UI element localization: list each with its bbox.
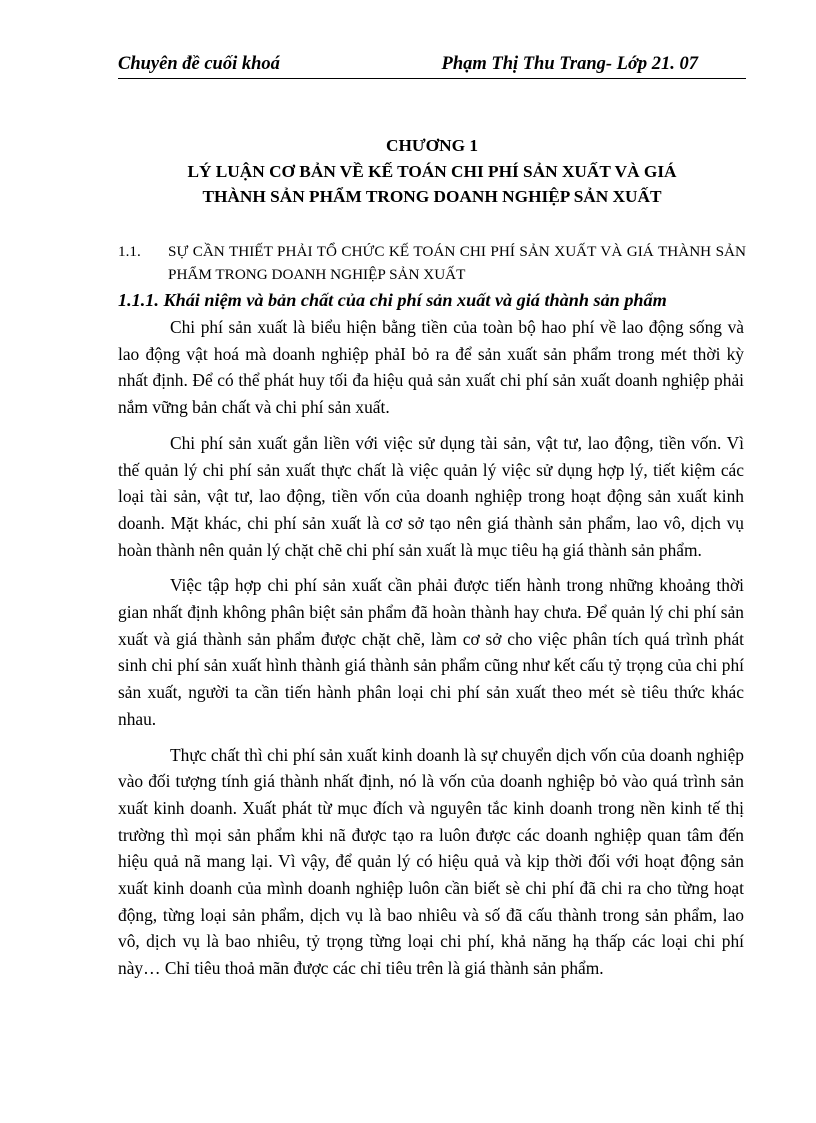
subsection-heading: 1.1.1. Khái niệm và bản chất của chi phí sản xuất và giá thành sản phẩm [118,290,667,310]
section-number: 1.1. [118,243,141,260]
paragraph: Việc tập hợp chi phí sản xuất cần phải được tiến hành trong những khoảng thời gian nhất định không phân biệt sản phẩm đã hoàn thành hay chưa. Để quản lý chi phí sản xuất và giá thành sản phẩm được chặt chẽ, làm cơ sở cho việc phân tích quá trình phát sinh chi phí sản xuất hình thành giá thành sản phẩm cũng như kết cấu tỷ trọng của chi phí sản xuất, người ta cần tiến hành phân loại chi phí sản xuất theo mét sè tiêu thức khác nhau. [118,575,744,729]
chapter-heading [118,133,746,210]
chapter-title-line-2: THÀNH SẢN PHẨM TRONG DOANH NGHIỆP SẢN XUẤT [202,187,662,206]
chapter-title-line-1: LÝ LUẬN CƠ BẢN VỀ KẾ TOÁN CHI PHÍ SẢN XUẤT VÀ GIÁ [187,161,677,181]
body-text [118,314,744,982]
section-heading [118,240,746,286]
paragraph: Thực chất thì chi phí sản xuất kinh doanh là sự chuyển dịch vốn của doanh nghiệp vào đối tượng tính giá thành nhất định, nó là vốn của doanh nghiệp bỏ vào quá trình sản xuất kinh doanh. Xuất phát từ mục đích và nguyên tắc kinh doanh trong nền kinh tế thị trường thì mọi sản phẩm khi nã được tạo ra luôn được các doanh nghiệp quan tâm đến hiệu quả nã mang lại. Vì vậy, để quản lý có hiệu quả và kịp thời đối với hoạt động sản xuất kinh doanh của mình doanh nghiệp luôn cần biết sè chi phí đã chi ra cho từng hoạt động, từng loại sản phẩm, dịch vụ là bao nhiêu và số đã cấu thành trong sản phẩm, lao vô, dịch vụ là bao nhiêu, tỷ trọng từng loại chi phí, khả năng hạ thấp các loại chi phí này… Chỉ tiêu thoả mãn được các chỉ tiêu trên là giá thành sản phẩm. [118,744,744,979]
chapter-number: CHƯƠNG 1 [385,136,478,155]
header-author: Phạm Thị Thu Trang- Lớp 21. 07 [441,54,698,74]
paragraph: Chi phí sản xuất là biểu hiện bằng tiền của toàn bộ hao phí về lao động sống và lao động vật hoá mà doanh nghiệp phảI bỏ ra để sản xuất sản phẩm trong mét thời kỳ nhất định. Để có thể phát huy tối đa hiệu quả sản xuất chi phí sản xuất doanh nghiệp phải nắm vững bản chất và chi phí sản xuất. [118,317,744,418]
paragraph: Chi phí sản xuất gắn liền với việc sử dụng tài sản, vật tư, lao động, tiền vốn. Vì thế quản lý chi phí sản xuất thực chất là việc quản lý việc sử dụng hợp lý, tiết kiệm các loại tài sản, vật tư, lao động, tiền vốn của doanh nghiệp trong hoạt động sản xuất kinh doanh. Mặt khác, chi phí sản xuất là cơ sở tạo nên giá thành sản phẩm, lao vô, dịch vụ hoàn thành nên quản lý chặt chẽ chi phí sản xuất là mục tiêu hạ giá thành sản phẩm. [118,432,744,560]
page-header [118,52,746,79]
section-title: SỰ CẦN THIẾT PHẢI TỔ CHỨC KẾ TOÁN CHI PHÍ SẢN XUẤT VÀ GIÁ THÀNH SẢN PHẨM TRONG DOANH NGHIỆP SẢN XUẤT [168,243,746,283]
header-course-title: Chuyên đề cuối khoá [118,54,280,74]
